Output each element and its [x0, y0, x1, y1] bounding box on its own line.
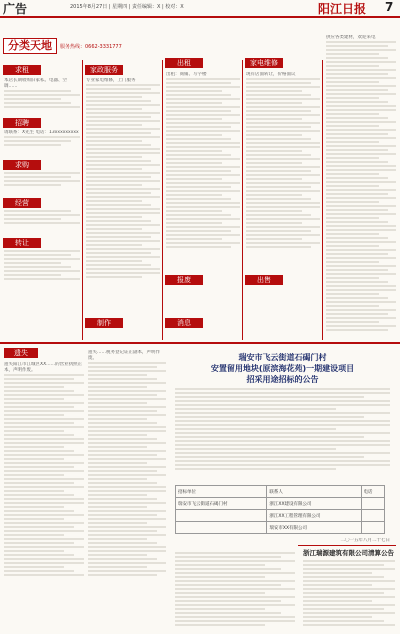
- table-cell: 浙江XX建设有限公司: [267, 498, 361, 510]
- table-cell: 浙江XX工程管理有限公司: [267, 510, 361, 522]
- ad-text: 专业家电维修，上门服务: [86, 78, 136, 83]
- lost-column-1: [4, 362, 84, 578]
- table-cell: 瑞安市XX有限公司: [267, 522, 361, 534]
- classified-title: 分类天地: [3, 38, 57, 54]
- announcement-title-3: 招采用途招标的公告: [246, 375, 319, 384]
- page-header: [0, 0, 400, 18]
- announcement-title-1: 瑞安市飞云街道石碣门村: [238, 353, 327, 362]
- table-cell: [176, 510, 267, 522]
- company-notice-body: [303, 560, 395, 628]
- table-cell: [361, 498, 384, 510]
- category-tag: 求租: [3, 65, 41, 75]
- lost-column-2: [88, 350, 166, 578]
- category-tag: 招聘: [3, 118, 41, 128]
- category-tag: 消息: [165, 318, 203, 328]
- table-header-cell: 联系人: [267, 486, 361, 498]
- table-header-cell: 招标单位: [176, 486, 267, 498]
- ad-text: 出租：商铺、写字楼: [166, 72, 207, 77]
- ad-column-5: [326, 35, 396, 333]
- classified-hotline: 服务热线：0662-3331777: [60, 44, 122, 50]
- category-tag: 家政服务: [85, 65, 123, 75]
- ad-column-1: [4, 78, 80, 110]
- ad-text: 本店长期收购旧家私、电器、空调……: [4, 78, 67, 89]
- category-tag: 报废: [165, 275, 203, 285]
- lost-item: 遗失阳江市江城区XX……的营业执照正本，声明作废。: [4, 362, 83, 373]
- category-tag: 转让: [3, 238, 41, 248]
- category-tag: 出售: [245, 275, 283, 285]
- ad-text: 供应各类建材，欢迎来电: [326, 35, 376, 40]
- category-tag: 出租: [165, 58, 203, 68]
- ad-column-2: [86, 78, 160, 280]
- table-row: [176, 486, 385, 498]
- category-tag: 经营: [3, 198, 41, 208]
- table-cell: [176, 522, 267, 534]
- company-notice-title: 浙江瑞源建筑有限公司清算公告: [303, 549, 394, 557]
- table-row: [176, 510, 385, 522]
- page-number: 7: [385, 0, 394, 14]
- dateline: 2015年8月27日 | 星期四 | 责任编辑：X | 校对：X: [70, 4, 184, 10]
- table-cell: [361, 510, 384, 522]
- ad-text: 现有店面转让，价格面议: [246, 72, 296, 77]
- category-tag: 制作: [85, 318, 123, 328]
- table-cell: 瑞安市飞云街道石碣门村: [176, 498, 267, 510]
- announcement-table: [175, 485, 385, 534]
- ad-column-4: [246, 72, 320, 250]
- ad-text: 请联系：X先生 电话：13xxxxxxxxx: [4, 130, 79, 135]
- section-label: 广告: [3, 2, 28, 16]
- table-cell: [361, 522, 384, 534]
- category-tag: 家电维修: [245, 58, 283, 68]
- ad-column-3: [166, 72, 240, 250]
- announcement-title-2: 安置留用地块(原滨海花苑)一期建设项目: [210, 364, 355, 373]
- announcement-body: [175, 388, 390, 472]
- lost-notices-title: 遗失: [4, 348, 38, 358]
- lost-item: 遗失……税务登记证正副本，声明作废。: [88, 350, 160, 361]
- ad-column-1b: [4, 130, 80, 148]
- table-header-cell: 电话: [361, 486, 384, 498]
- announcement-date: 二〇一五年八月二十七日: [340, 538, 390, 543]
- table-row: [176, 498, 385, 510]
- category-tag: 求购: [3, 160, 41, 170]
- table-row: [176, 522, 385, 534]
- lower-notices: [175, 552, 295, 628]
- newspaper-logo: 阳江日报: [318, 2, 367, 16]
